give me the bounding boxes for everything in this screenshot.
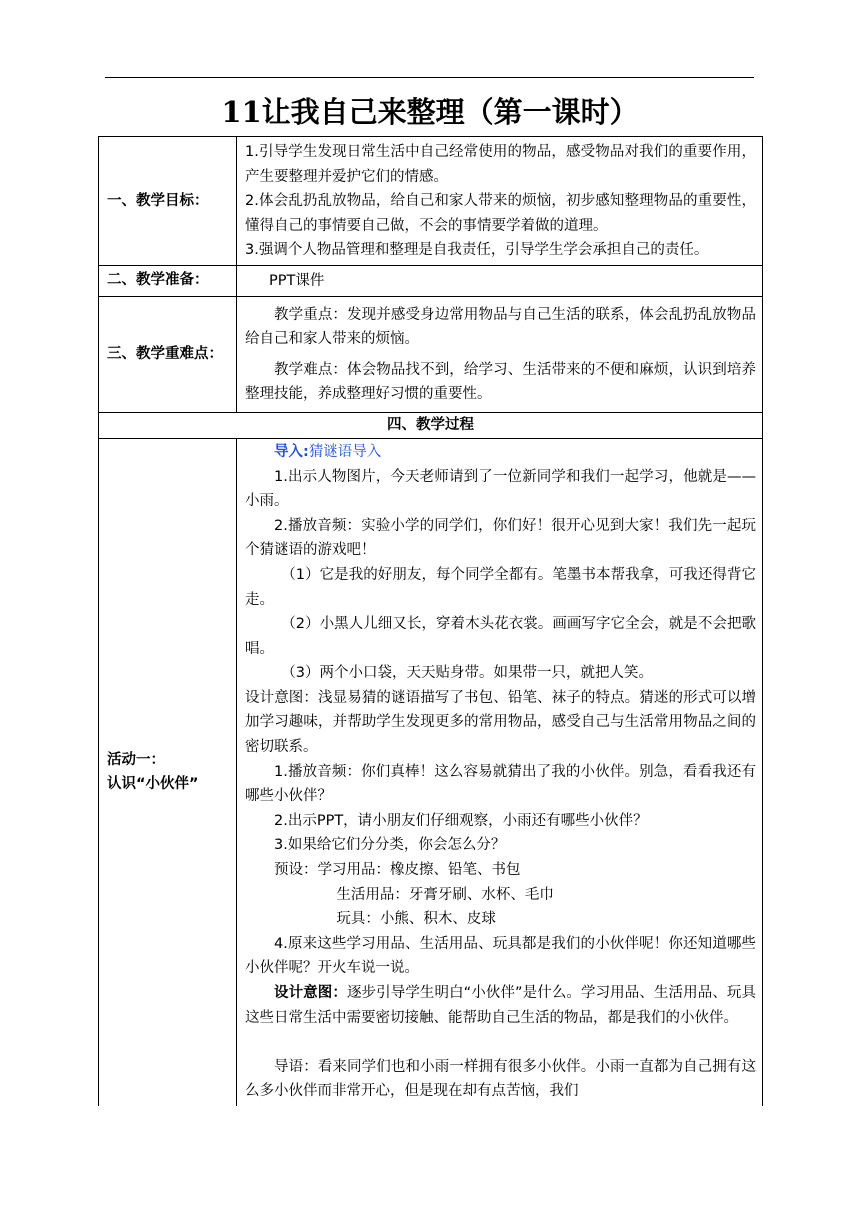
- keypoints-row: [99, 296, 763, 412]
- prep-label: 二、教学准备：: [99, 265, 237, 296]
- activity-label-line: 活动一：: [107, 751, 165, 768]
- goal-item: 3.强调个人物品管理和整理是自我责任，引导学生学会承担自己的责任。: [245, 242, 709, 259]
- design-intent-label: 设计意图：: [274, 985, 347, 1001]
- preset-line: 预设：学习用品：橡皮擦、铅笔、书包: [274, 862, 521, 879]
- lesson-plan-table: [98, 136, 763, 1106]
- preset-line: 玩具：小熊、积木、皮球: [336, 911, 496, 928]
- activity-label: [99, 438, 237, 1105]
- activity-row: [99, 438, 763, 1105]
- goals-label: 一、教学目标：: [99, 137, 237, 266]
- riddle: （2）小黑人儿细又长，穿着木头花衣裳。画画写字它全会，就是不会把歌唱。: [245, 616, 756, 657]
- activity-content: [237, 438, 763, 1105]
- goal-item: 2.体会乱扔乱放物品，给自己和家人带来的烦恼，初步感知整理物品的重要性，懂得自己的事情要自己做，不会的事情要学着做的道理。: [245, 193, 756, 234]
- goals-row: [99, 137, 763, 266]
- process-step: 2.出示PPT，请小朋友们仔细观察，小雨还有哪些小伙伴？: [274, 812, 648, 829]
- design-intent: 设计意图：浅显易猜的谜语描写了书包、铅笔、袜子的特点。猜迷的形式可以增加学习趣味，并帮助学生发现更多的常用物品，感受自己与生活常用物品之间的密切联系。: [245, 689, 756, 756]
- process-step: 1.播放音频：你们真棒！这么容易就猜出了我的小伙伴。别急，看看我还有哪些小伙伴？: [245, 763, 756, 805]
- process-step: 4.原来这些学习用品、生活用品、玩具都是我们的小伙伴呢！你还知道哪些小伙伴呢？开火车说一说。: [245, 935, 756, 977]
- process-paragraph: 1.出示人物图片，今天老师请到了一位新同学和我们一起学习，他就是——小雨。: [245, 468, 756, 510]
- page-title: 11让我自己来整理（第一课时）: [221, 95, 639, 129]
- process-heading: 四、教学过程: [99, 412, 763, 438]
- intro-heading: [245, 440, 756, 465]
- key-focus: 教学重点：发现并感受身边常用物品与自己生活的联系，体会乱扔乱放物品给自己和家人带来的烦恼。: [245, 306, 756, 348]
- prep-row: [99, 265, 763, 296]
- preset-line: 生活用品：牙膏牙刷、水杯、毛巾: [336, 886, 554, 903]
- goals-content: [237, 137, 763, 266]
- prep-value: PPT课件: [237, 265, 763, 296]
- process-heading-row: [99, 412, 763, 438]
- goal-item: 1.引导学生发现日常生活中自己经常使用的物品，感受物品对我们的重要作用，产生要整理并爱护它们的情感。: [245, 144, 756, 185]
- intro-label: 导入:: [274, 443, 309, 460]
- process-step: 3.如果给它们分分类，你会怎么分？: [274, 837, 506, 854]
- riddle: （3）两个小口袋，天天贴身带。如果带一只，就把人笑。: [281, 665, 653, 682]
- design-intent-2: [245, 981, 756, 1030]
- keypoints-content: [237, 296, 763, 412]
- blank-line: [245, 1030, 756, 1055]
- intro-title: 猜谜语导入: [308, 443, 382, 460]
- key-difficulty: 教学难点：体会物品找不到，给学习、生活带来的不便和麻烦，认识到培养整理技能，养成整理好习惯的重要性。: [245, 361, 756, 403]
- keypoints-label: 三、教学重难点：: [99, 296, 237, 412]
- activity-label-line: 认识“小伙伴”: [107, 776, 199, 793]
- riddle: （1）它是我的好朋友，每个同学全都有。笔墨书本帮我拿，可我还得背它走。: [245, 566, 756, 608]
- process-paragraph: 2.播放音频：实验小学的同学们，你们好！很开心见到大家！我们先一起玩个猜谜语的游戏吧！: [245, 517, 756, 559]
- guide-paragraph: 导语：看来同学们也和小雨一样拥有很多小伙伴。小雨一直都为自己拥有这么多小伙伴而非常开心，但是现在却有点苦恼，我们: [245, 1058, 756, 1100]
- header-rule: [105, 77, 754, 78]
- design-intent-text: 逐步引导学生明白“小伙伴”是什么。学习用品、生活用品、玩具这些日常生活中需要密切接触、能帮助自己生活的物品，都是我们的小伙伴。: [245, 985, 756, 1026]
